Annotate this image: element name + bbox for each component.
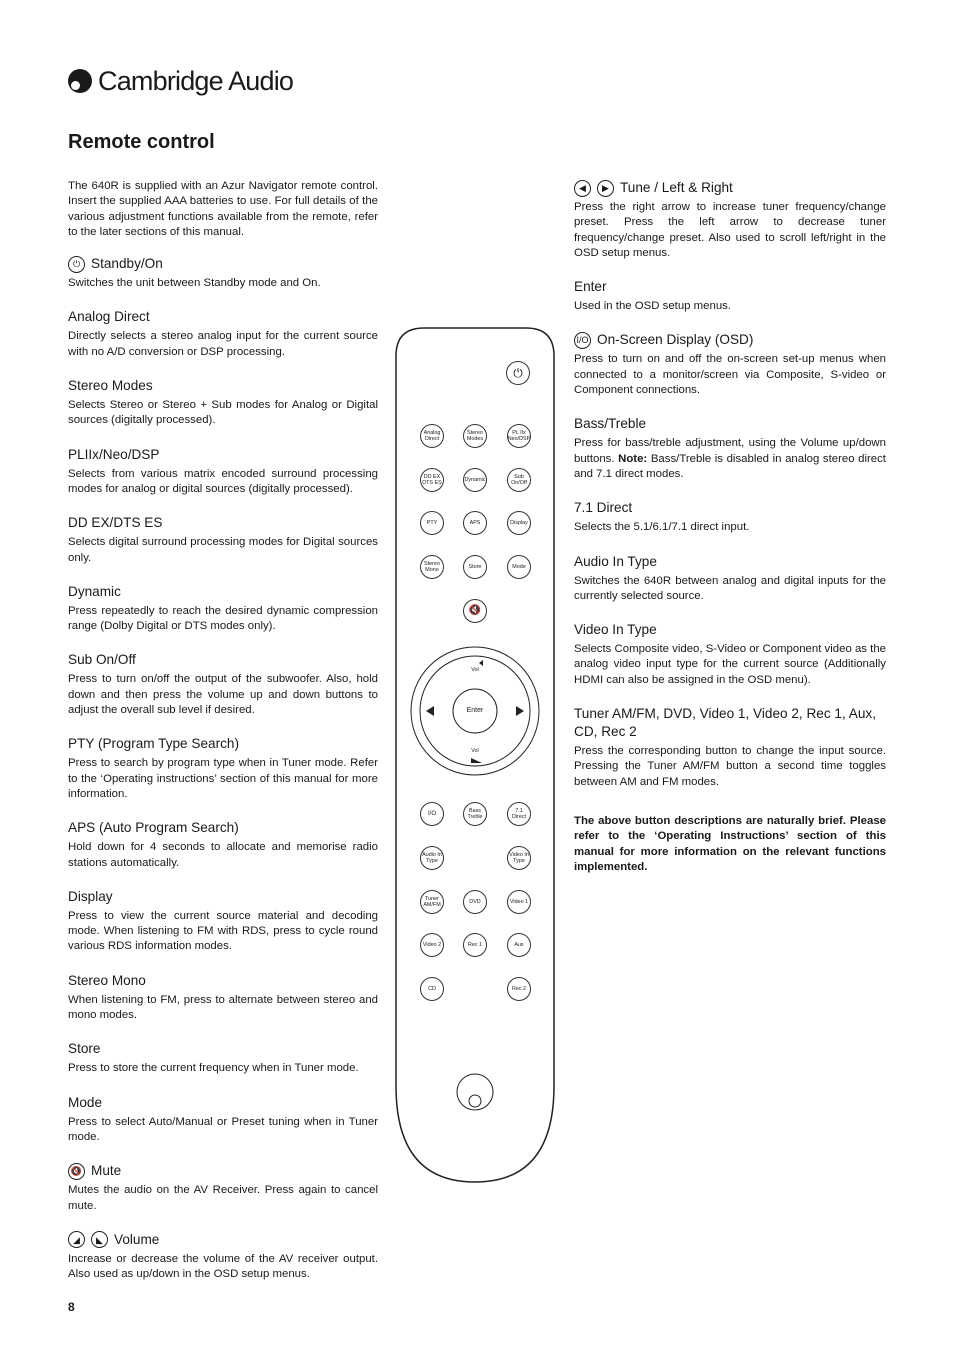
volume-down-icon: ◣ (91, 1231, 108, 1248)
section-aps (68, 819, 378, 871)
section-text: Mutes the audio on the AV Receiver. Press again to cancel mute. (68, 1184, 378, 1212)
section-mode (68, 1094, 378, 1146)
section-title: Standby/On (91, 256, 163, 272)
section-text: Selects from various matrix encoded surround processing modes for analog or digital sources (digitally processed). (68, 467, 378, 495)
section-text: Hold down for 4 seconds to allocate and memorise radio stations automatically. (68, 841, 378, 869)
section-title: PTY (Program Type Search) (68, 736, 239, 752)
osd-button[interactable]: I/O (420, 802, 444, 826)
video-in-type-button[interactable]: Video In Type (507, 846, 531, 870)
aux-button[interactable]: Aux (507, 933, 531, 957)
section-title: Sub On/Off (68, 652, 136, 668)
section-tune (574, 179, 886, 261)
section-text: Selects the 5.1/6.1/7.1 direct input. (574, 521, 750, 534)
section-text: Selects Composite video, S-Video or Component video as the analog video input type for the current source (Additionally HDMI can also be assigned in the OSD menu). (574, 643, 886, 686)
section-7-1-direct (574, 499, 886, 535)
section-sub-on-off (68, 651, 378, 718)
section-text: Press the corresponding button to change the input source. Pressing the Tuner AM/FM button a second time toggles between AM and FM modes. (574, 745, 886, 788)
rec-1-button[interactable]: Rec 1 (463, 933, 487, 957)
direct-7-1-button[interactable]: 7.1 Direct (507, 802, 531, 826)
section-osd (574, 331, 886, 398)
section-title: Audio In Type (574, 553, 657, 569)
tuner-button[interactable]: Tuner AM/FM (420, 890, 444, 914)
section-volume (68, 1231, 378, 1283)
audio-in-type-button[interactable]: Audio In Type (420, 846, 444, 870)
section-text: Press to turn on and off the on-screen set-up menus when connected to a monitor/screen via Composite, S-video or Component connections. (574, 353, 886, 397)
section-standby (68, 255, 378, 291)
brand-logo-mark (68, 69, 92, 93)
plIIx-button[interactable]: PL IIx Neo/DSP (507, 424, 531, 448)
section-title: Enter (574, 279, 607, 295)
arrow-right-icon: ▶ (597, 180, 614, 197)
power-icon: ⏻ (68, 256, 85, 273)
section-text: Press the right arrow to increase tuner frequency/change preset. Press the left arrow to decrease tuner frequency/change preset. Also used to scroll left/right in the OSD setup menus. (574, 201, 886, 259)
section-text: Used in the OSD setup menus. (574, 300, 732, 313)
page-title: Remote control (68, 131, 215, 153)
section-title: Dynamic (68, 583, 121, 599)
section-analog-direct (68, 308, 378, 360)
remote-outline (394, 326, 556, 1184)
vol-up-label: Vol (471, 667, 479, 673)
section-bass-treble (574, 415, 886, 482)
section-title: Bass/Treble (574, 416, 647, 432)
section-text: Increase or decrease the volume of the AV receiver output. Also used as up/down in the OSD setup menus. (68, 1252, 378, 1281)
section-title: Volume (114, 1231, 160, 1247)
aps-button[interactable]: APS (463, 511, 487, 535)
section-stereo-mono (68, 972, 378, 1024)
enter-label[interactable]: Enter (466, 707, 484, 714)
section-text: When listening to FM, press to alternate between stereo and mono modes. (68, 993, 378, 1022)
sub-on-off-button[interactable]: Sub On/Off (507, 468, 531, 492)
volume-up-icon: ◢ (68, 1231, 85, 1248)
section-text: Press to view the current source material and decoding mode. When listening to FM with RDS, press to cycle round various RDS information modes. (68, 909, 378, 953)
arrow-left-icon: ◀ (574, 180, 591, 197)
video-1-button[interactable]: Video 1 (507, 890, 531, 914)
intro-text: The 640R is supplied with an Azur Navigator remote control. Insert the supplied AAA batteries to use. For full details of the various adjustment functions available from the remote, refer to the later sections of this manual. (68, 180, 378, 238)
remote-illustration (394, 326, 556, 1184)
brand-logo (68, 64, 293, 98)
section-title: Analog Direct (68, 309, 150, 325)
section-audio-in (574, 553, 886, 605)
section-dynamic (68, 583, 378, 635)
section-text: Press repeatedly to reach the desired dynamic compression range (Dolby Digital or DTS modes only). (68, 604, 378, 633)
section-title: Store (68, 1041, 101, 1057)
analog-direct-button[interactable]: Analog Direct (420, 424, 444, 448)
section-title: DD EX/DTS ES (68, 515, 163, 531)
vol-down-label: Vol (471, 748, 479, 754)
section-text: Directly selects a stereo analog input for the current source with no A/D conversion or DSP processing. (68, 330, 378, 358)
section-title: 7.1 Direct (574, 500, 633, 516)
section-mute (68, 1162, 378, 1214)
section-title: Stereo Modes (68, 378, 153, 394)
section-pty (68, 735, 378, 802)
section-title: Tuner AM/FM, DVD, Video 1, Video 2, Rec 1, Aux, CD, Rec 2 (574, 706, 876, 740)
section-text: Switches the unit between Standby mode and On. (68, 277, 321, 290)
section-title: Display (68, 888, 113, 904)
dvd-button[interactable]: DVD (463, 890, 487, 914)
section-text: Press for bass/treble adjustment, using the Volume up/down buttons. Note: Bass/Treble is disabled in analog stereo direct and 7.1 direct modes. (574, 437, 886, 480)
section-dd-ex (68, 514, 378, 566)
section-stereo-modes (68, 377, 378, 429)
section-title: Mode (68, 1094, 103, 1110)
section-plIIx (68, 446, 378, 498)
section-title: Video In Type (574, 622, 657, 638)
closing-note: The above button descriptions are naturally brief. Please refer to the ‘Operating Instructions’ section of this manual for more information on the relevant functions implemented. (574, 814, 886, 873)
mute-icon: 🔇 (68, 1163, 85, 1180)
brand-name: Cambridge Audio (98, 65, 294, 96)
section-text: Selects Stereo or Stereo + Sub modes for Analog or Digital sources (digitally processed). (68, 399, 378, 427)
section-title: PLIIx/Neo/DSP (68, 446, 160, 462)
right-column (574, 179, 886, 887)
osd-icon: I/O (574, 332, 591, 349)
stereo-modes-button[interactable]: Stereo Modes (463, 424, 487, 448)
section-title: APS (Auto Program Search) (68, 820, 239, 836)
section-text: Press to store the current frequency when in Tuner mode. (68, 1062, 359, 1075)
section-text: Press to turn on/off the output of the subwoofer. Also, hold down and then press the volume up and down buttons to adjust the overall sub level if desired. (68, 673, 378, 717)
section-title: Stereo Mono (68, 972, 146, 988)
rec-2-button[interactable]: Rec 2 (507, 977, 531, 1001)
mode-button[interactable]: Mode (507, 555, 531, 579)
pty-button[interactable]: PTY (420, 511, 444, 535)
section-title: On-Screen Display (OSD) (597, 332, 754, 348)
dynamic-button[interactable]: Dynamic (463, 468, 487, 492)
section-title: Mute (91, 1163, 122, 1179)
section-text: Press to select Auto/Manual or Preset tuning when in Tuner mode. (68, 1115, 378, 1143)
display-button[interactable]: Display (507, 511, 531, 535)
bass-treble-button[interactable]: Bass Treble (463, 802, 487, 826)
section-text: Selects digital surround processing modes for Digital sources only. (68, 536, 378, 564)
section-text: Press to search by program type when in Tuner mode. Refer to the ‘Operating instructions’ section of this manual for more information. (68, 757, 378, 800)
dd-ex-button[interactable]: DD EX DTS ES (420, 468, 444, 492)
video-2-button[interactable]: Video 2 (420, 933, 444, 957)
stereo-mono-button[interactable]: Stereo Mono (420, 555, 444, 579)
section-display (68, 888, 378, 955)
section-source-buttons (574, 705, 886, 790)
left-column (68, 179, 378, 1299)
store-button[interactable]: Store (463, 555, 487, 579)
section-text: Switches the 640R between analog and digital inputs for the currently selected source. (574, 574, 886, 602)
mute-button[interactable]: 🔇 (463, 599, 487, 623)
page-number: 8 (68, 1300, 75, 1314)
section-enter (574, 278, 886, 314)
section-store (68, 1040, 378, 1076)
section-title: Tune / Left & Right (620, 180, 733, 195)
section-video-in (574, 621, 886, 688)
power-button[interactable]: ⏻ (506, 361, 530, 385)
cd-button[interactable]: CD (420, 977, 444, 1001)
